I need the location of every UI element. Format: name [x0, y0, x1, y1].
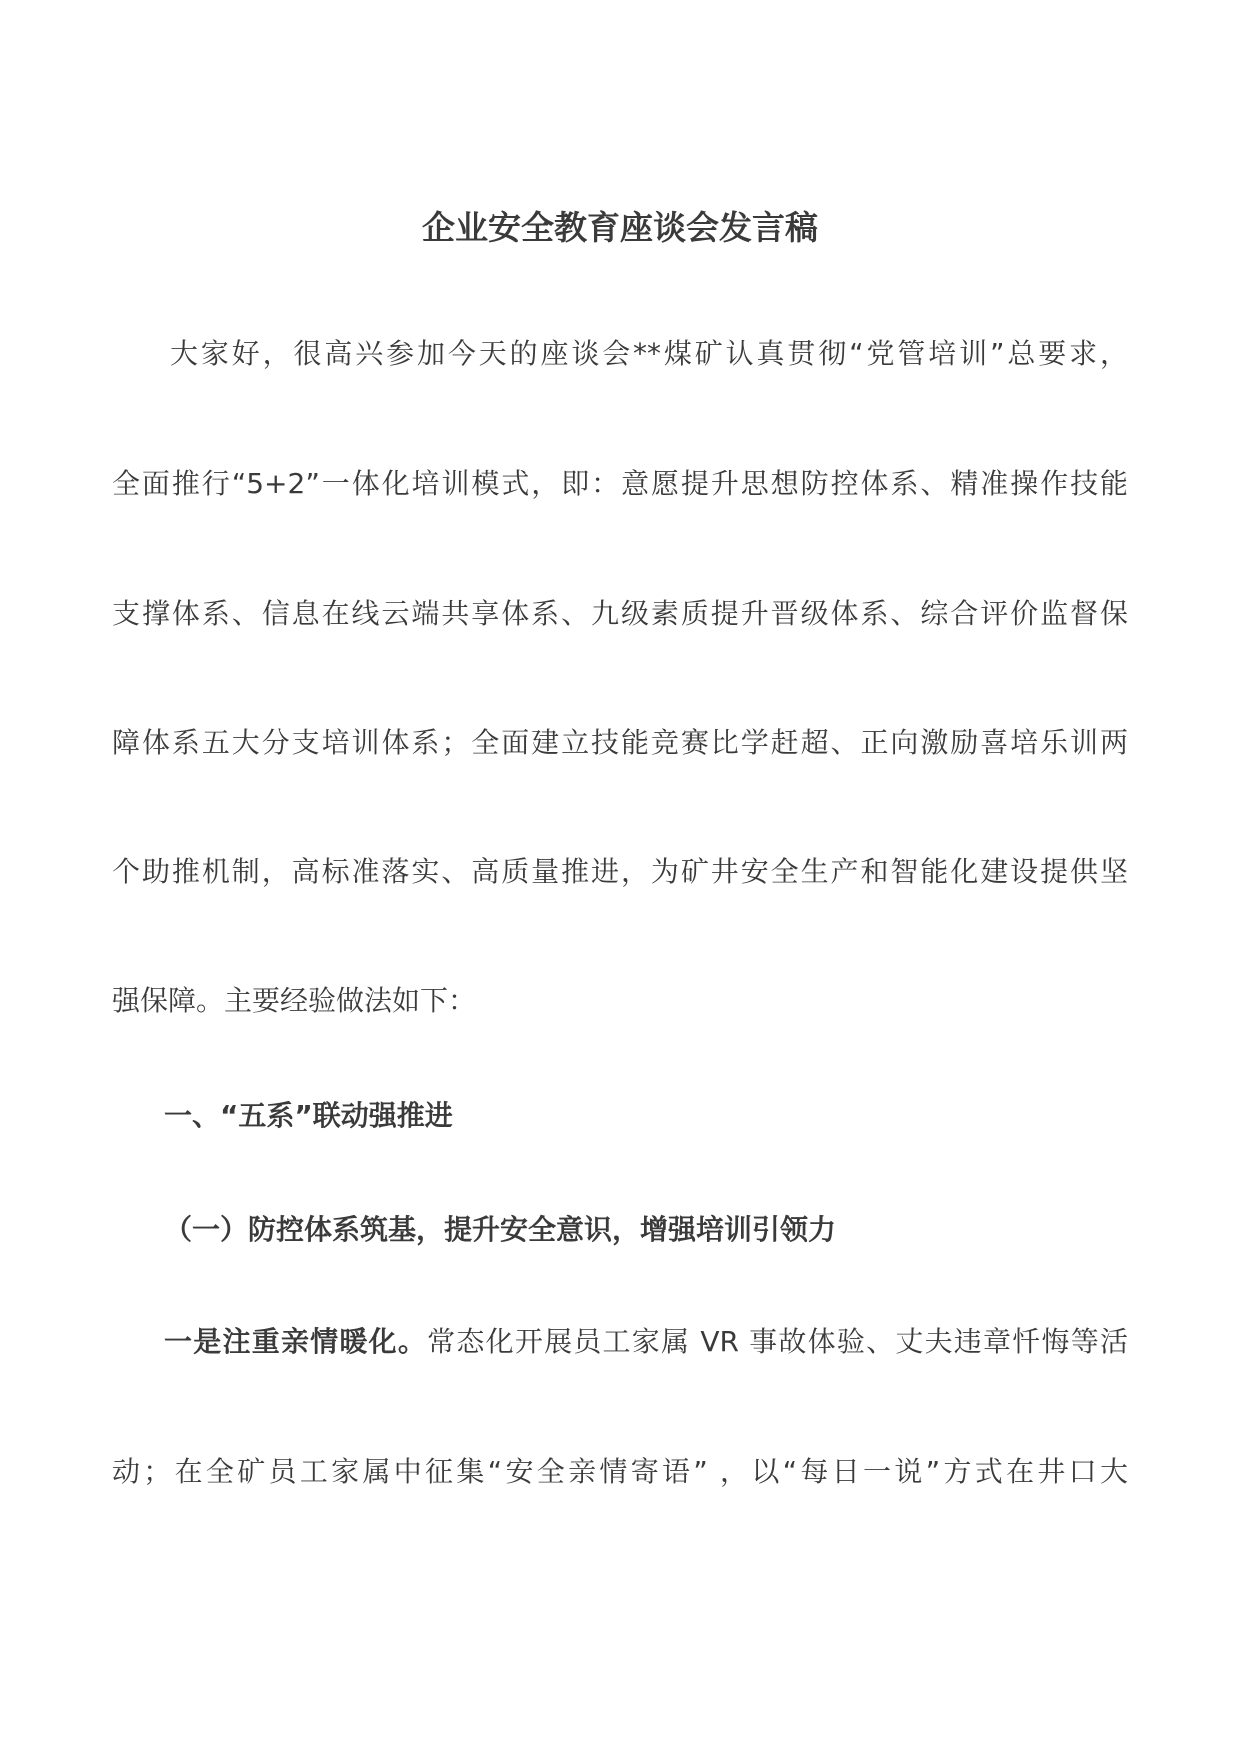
document-title: 企业安全教育座谈会发言稿 — [422, 208, 818, 247]
paragraph-line-text: 常态化开展员工家属 VR 事故体验、丈夫违章忏悔等活 — [427, 1325, 1128, 1358]
paragraph-line: 强保障。主要经验做法如下： — [112, 984, 477, 1017]
paragraph-line: 动；在全矿员工家属中征集“安全亲情寄语” ，以“每日一说”方式在井口大 — [112, 1455, 1128, 1488]
paragraph-line: 支撑体系、信息在线云端共享体系、九级素质提升晋级体系、综合评价监督保 — [112, 597, 1128, 630]
paragraph-line: 障体系五大分支培训体系；全面建立技能竞赛比学赶超、正向激励喜培乐训两 — [112, 726, 1128, 759]
paragraph-line: 大家好，很高兴参加今天的座谈会**煤矿认真贯彻“党管培训”总要求， — [170, 337, 1128, 370]
paragraph-line: 个助推机制，高标准落实、高质量推进，为矿井安全生产和智能化建设提供坚 — [112, 855, 1128, 888]
paragraph-line: 全面推行“5+2”一体化培训模式，即：意愿提升思想防控体系、精准操作技能 — [112, 467, 1128, 500]
paragraph-line — [164, 1322, 1128, 1362]
bold-lead: 一是注重亲情暖化。 — [164, 1325, 428, 1358]
section-heading: 一、“五系”联动强推进 — [164, 1099, 453, 1132]
subsection-heading: （一）防控体系筑基，提升安全意识，增强培训引领力 — [164, 1213, 837, 1246]
